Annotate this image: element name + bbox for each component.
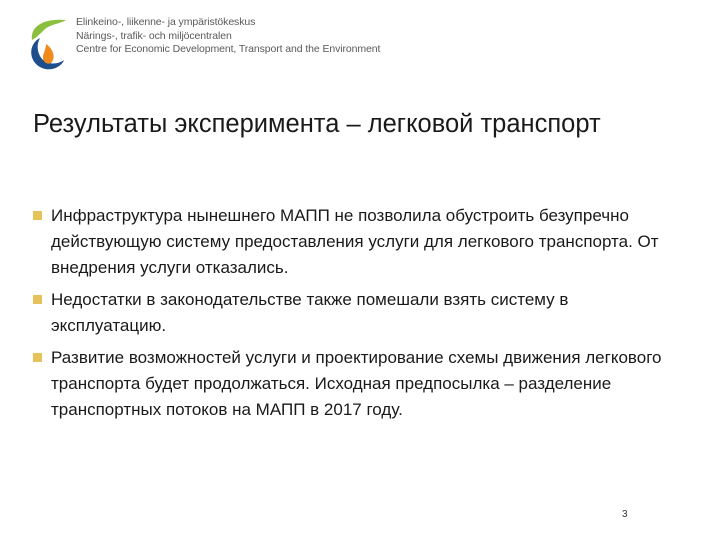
square-bullet-icon xyxy=(33,295,42,304)
bullet-item xyxy=(33,345,683,423)
bullet-item xyxy=(33,287,683,339)
organization-name xyxy=(76,16,380,57)
bullet-text: Инфраструктура нынешнего МАПП не позволила обустроить безупречно действующую систему предоставления услуги для легкового транспорта. От внедрения услуги отказались. xyxy=(51,206,659,277)
bullet-text: Развитие возможностей услуги и проектирование схемы движения легкового транспорта будет продолжаться. Исходная предпосылка – разделение транспортных потоков на МАПП в 2017 году. xyxy=(51,348,662,419)
page-number: 3 xyxy=(622,509,628,520)
organization-name-en: Centre for Economic Development, Transport and the Environment xyxy=(76,43,381,55)
bullet-item xyxy=(33,203,683,281)
square-bullet-icon xyxy=(33,211,42,220)
ely-logo-icon xyxy=(22,14,72,72)
organization-name-sv: Närings-, trafik- och miljöcentralen xyxy=(76,29,232,42)
square-bullet-icon xyxy=(33,353,42,362)
organization-name-fi: Elinkeino-, liikenne- ja ympäristökeskus xyxy=(76,16,256,28)
slide-title: Результаты эксперимента – легковой транспорт xyxy=(33,110,601,138)
bullet-text: Недостатки в законодательстве также помешали взять систему в эксплуатацию. xyxy=(51,290,569,335)
bullet-list xyxy=(33,203,683,429)
